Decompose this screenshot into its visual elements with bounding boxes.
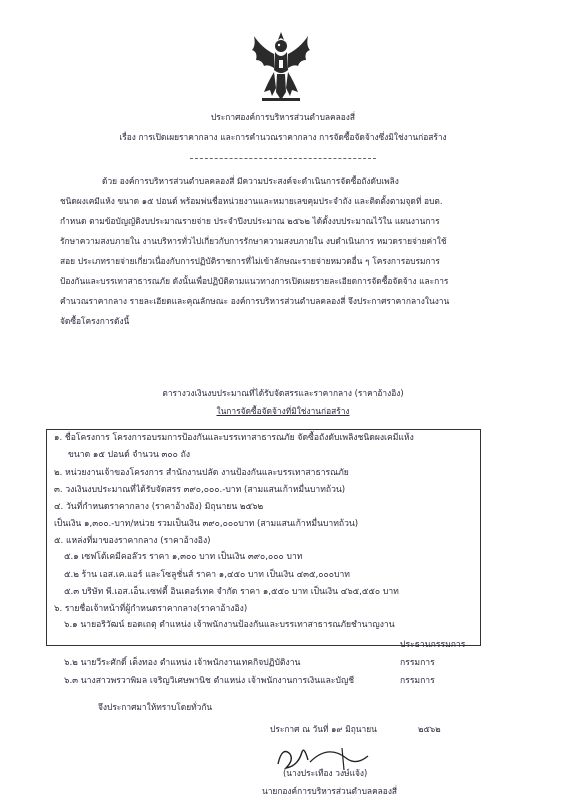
table-title-line-1: ตารางวงเงินงบประมาณที่ได้รับจัดสรรและราคากลาง (ราคาอ้างอิง): [162, 388, 404, 398]
closing-notice: จึงประกาศมาให้ทราบโดยทั่วกัน: [98, 702, 213, 712]
body-line-4: รักษาความสงบภายใน งานบริหารทั่วไปเกี่ยวกับการรักษาความสงบภายใน งบดำเนินการ หมวดรายจ่ายค่าใช้: [60, 236, 447, 246]
garuda-emblem-icon: [248, 30, 314, 106]
header-divider: [190, 158, 376, 159]
table-row: ๑. ชื่อโครงการ โครงการอบรมการป้องกันและบรรเทาสาธารณภัย จัดซื้อถังดับเพลิงชนิดผงเคมีแห้ง: [54, 433, 414, 443]
announce-year: ๒๕๖๒: [418, 724, 441, 734]
table-row: ๖.๓ นางสาวพรวาพิมล เจริญวิเศษพานิช ตำแหน่ง เจ้าพนักงานการเงินและบัญชี: [64, 676, 355, 686]
committee-role: กรรมการ: [400, 676, 435, 686]
table-row: ๕.๒ ร้าน เอส.เค.แอร์ และโซลูชั่นส์ ราคา ๑,๔๕๐ บาท เป็นเงิน ๔๓๕,๐๐๐บาท: [64, 570, 350, 580]
body-line-8: จัดซื้อโครงการดังนี้: [60, 316, 130, 326]
agency-title: ประกาศองค์การบริหารส่วนตำบลคลองสี่: [210, 112, 356, 122]
table-row: ๕.๑ เซฟโต้เคมีคอล๊วร ราคา ๑,๓๐๐ บาท เป็นเงิน ๓๙๐,๐๐๐ บาท: [64, 552, 303, 562]
body-line-3: กำหนด ตามข้อบัญญัติงบประมาณรายจ่าย ประจำปีงบประมาณ ๒๕๖๒ ได้ตั้งงบประมาณไว้ใน แผนงานการ: [60, 216, 440, 226]
table-row: ๒. หน่วยงานเจ้าของโครงการ สำนักงานปลัด งานป้องกันและบรรเทาสาธารณภัย: [54, 468, 349, 478]
committee-role: กรรมการ: [400, 658, 435, 668]
signer-name: (นางประเทือง วงษ์แจ้ง): [283, 768, 368, 778]
committee-role: ประธานกรรมการ: [400, 640, 466, 650]
table-row: ๕.๓ บริษัท พี.เอส.เอ็น.เซฟตี้ อินเตอร์เทค จำกัด ราคา ๑,๕๕๐ บาท เป็นเงิน ๔๖๕,๕๕๐ บาท: [64, 587, 399, 597]
table-title-line-2: ในการจัดซื้อจัดจ้างที่มิใช่งานก่อสร้าง: [216, 406, 350, 416]
table-row: เป็นเงิน ๑,๓๐๐.-บาท/หน่วย รวมเป็นเงิน ๓๙๐,๐๐๐บาท (สามแสนเก้าหมื่นบาทถ้วน): [54, 519, 359, 529]
subject-line: เรื่อง การเปิดเผยราคากลาง และการคำนวณราคากลาง การจัดซื้อจัดจ้างซึ่งมิใช่งานก่อสร้าง: [119, 132, 447, 142]
table-row: ๔. วันที่กำหนดราคากลาง (ราคาอ้างอิง) มิถุนายน ๒๕๖๒: [54, 502, 264, 512]
table-row: ๖.๒ นายวีระศักดิ์ เต็งทอง ตำแหน่ง เจ้าพนักงานเทคกิจปฏิบัติงาน: [64, 658, 301, 668]
body-line-7: คำนวณราคากลาง รายละเอียดและคุณลักษณะ องค์การบริหารส่วนตำบลคลองสี่ จึงประกาศราคากลางในงาน: [60, 296, 450, 306]
table-row: ๖.๑ นายอริวัฒน์ ยอดเถตุ ตำแหน่ง เจ้าพนักงานป้องกันและบรรเทาสาธารณภัยชำนาญงาน: [64, 620, 395, 630]
body-line-5: สอย ประเภทรายจ่ายเกี่ยวเนื่องกับการปฏิบัติราชการที่ไม่เข้าลักษณะรายจ่ายหมวดอื่น ๆ โครงการอบรมการ: [60, 256, 440, 266]
table-row: ๓. วงเงินงบประมาณที่ได้รับจัดสรร ๓๙๐,๐๐๐.-บาท (สามแสนเก้าหมื่นบาทถ้วน): [54, 485, 346, 495]
announce-date: ประกาศ ณ วันที่ ๑๙ มิถุนายน: [270, 724, 377, 734]
signer-title: นายกองค์การบริหารส่วนตำบลคลองสี่: [262, 786, 398, 796]
body-line-2: ชนิดผงเคมีแห้ง ขนาด ๑๕ ปอนด์ พร้อมพ่นชื่อหน่วยงานและหมายเลขคุมประจำถัง และติดตั้งตามจุดที่ อบต.: [60, 196, 443, 206]
table-row: ๖. รายชื่อเจ้าหน้าที่ผู้กำหนดราคากลาง(ราคาอ้างอิง): [54, 604, 248, 614]
table-row: ขนาด ๑๕ ปอนด์ จำนวน ๓๐๐ ถัง: [68, 450, 191, 460]
body-line-1: ด้วย องค์การบริหารส่วนตำบลคลองสี่ มีความประสงค์จะดำเนินการจัดซื้อถังดับเพลิง: [102, 176, 399, 186]
table-row: ๕. แหล่งที่มาของราคากลาง (ราคาอ้างอิง): [54, 536, 211, 546]
body-line-6: ป้องกันและบรรเทาสาธารณภัย ดังนั้นเพื่อปฏิบัติตามแนวทางการเปิดเผยรายละเอียดการจัดซื้อจัดจ้าง และการ: [60, 276, 449, 286]
